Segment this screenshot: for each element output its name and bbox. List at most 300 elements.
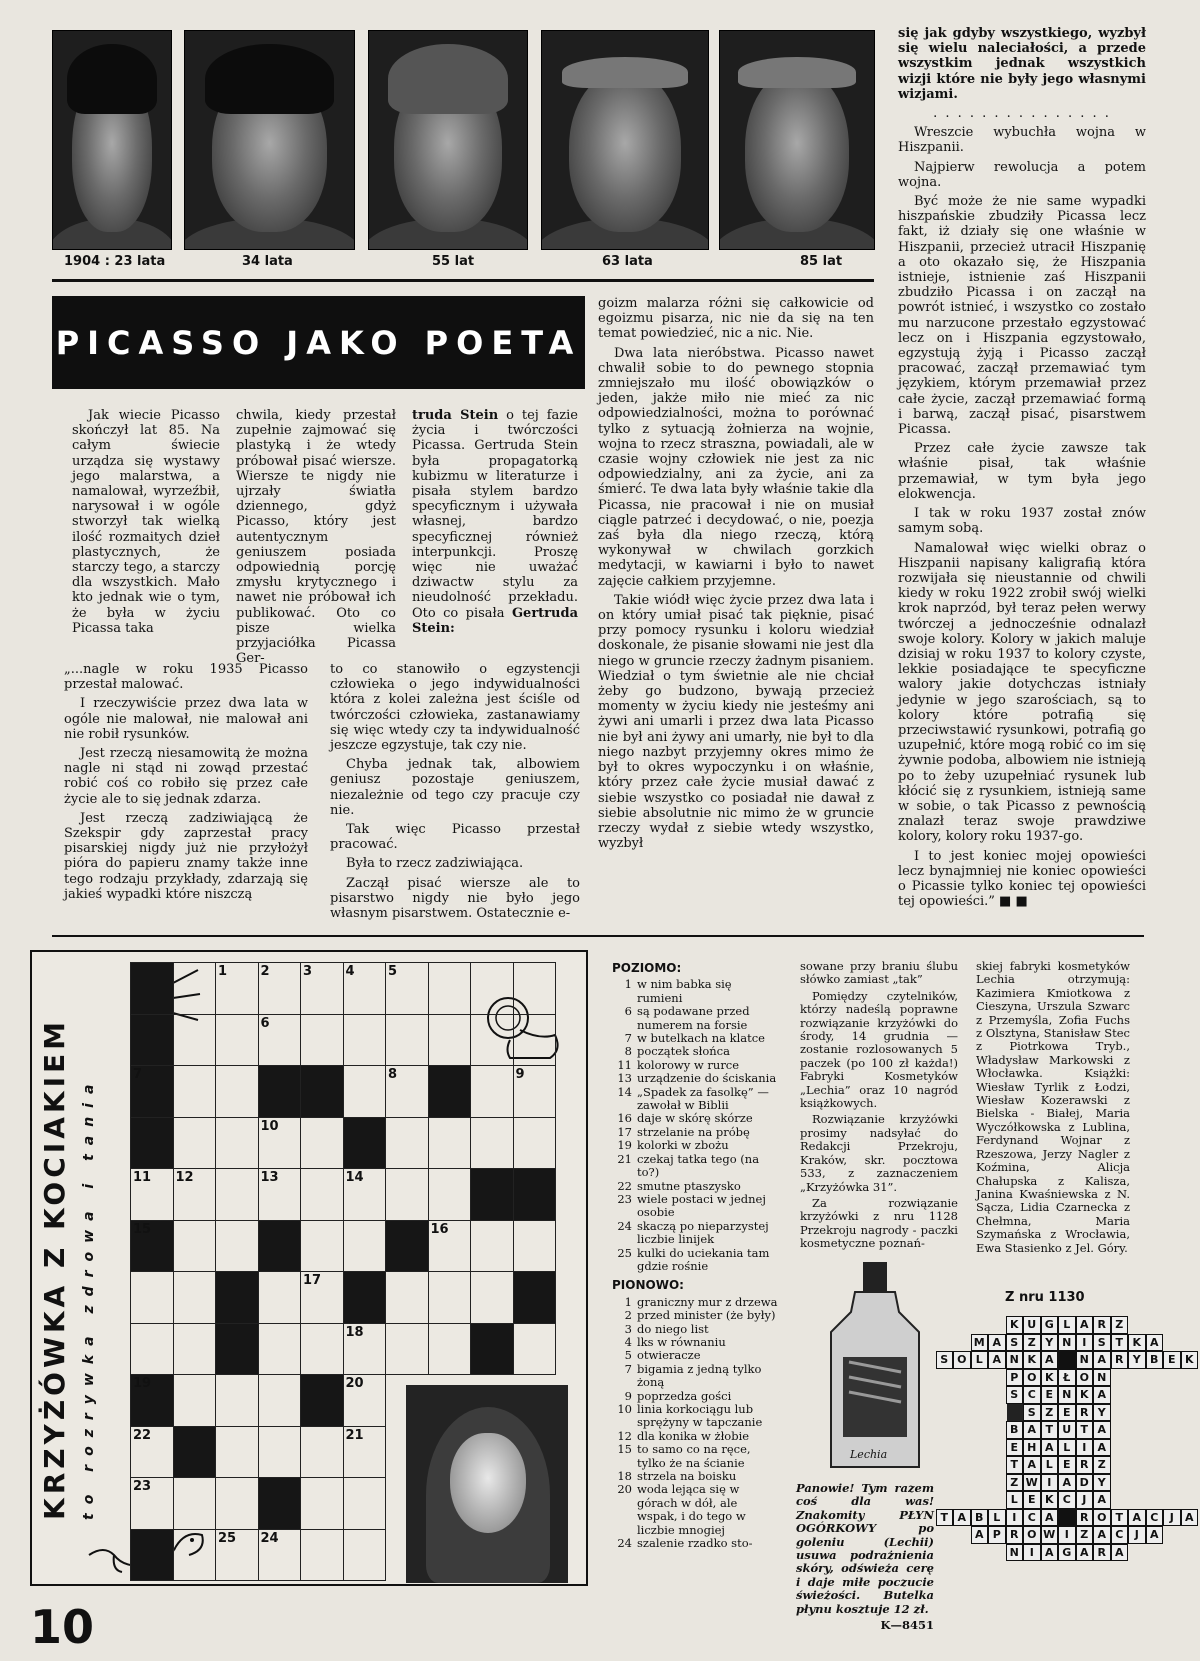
article-low-b-p3: Tak więc Picasso przestał pracować. [330, 822, 580, 853]
solution-letter: N [1006, 1544, 1024, 1562]
grid-cell[interactable] [258, 1271, 302, 1324]
solution-word [1006, 1544, 1129, 1562]
solution-letter: K [1076, 1386, 1094, 1404]
solution-title: Z nru 1130 [1005, 1290, 1085, 1305]
grid-cell[interactable] [173, 1271, 217, 1324]
down-clue-text: otwieracze [637, 1348, 701, 1363]
grid-black-cell [385, 1220, 429, 1273]
grid-number-10: 10 [260, 1118, 279, 1134]
grid-cell[interactable] [258, 1374, 302, 1427]
solution-letter: E [1058, 1404, 1076, 1422]
grid-number-4: 4 [345, 964, 355, 979]
across-clue-text: „Spadek za fasolkę” — zawołał w Biblii [637, 1084, 769, 1113]
grid-cell[interactable] [428, 1271, 472, 1324]
grid-number-22: 22 [133, 1427, 152, 1443]
solution-letter: R [1093, 1544, 1111, 1562]
grid-cell[interactable] [343, 1065, 387, 1118]
article-col-4 [598, 296, 874, 855]
solution-letter: A [1128, 1509, 1146, 1527]
ad-text-block [796, 1482, 934, 1632]
grid-number-11: 11 [133, 1170, 152, 1185]
grid-number-8: 8 [388, 1067, 398, 1082]
grid-cell[interactable] [470, 1271, 514, 1324]
grid-cell[interactable] [428, 1014, 472, 1067]
solution-letter: P [1006, 1369, 1024, 1387]
article-col-3-bold-end: Gertruda Stein: [412, 605, 578, 636]
across-clue-number: 7 [624, 1031, 632, 1046]
solution-letter: A [1146, 1334, 1164, 1352]
solution-word [971, 1334, 1164, 1352]
contest-col-1 [800, 960, 958, 1254]
across-clue-number: 25 [617, 1245, 632, 1260]
article-low-b-p2: Chyba jednak tak, albowiem geniusz pozostaje geniuszem, niezależnie od tego czy pracuje czy nie. [330, 757, 580, 818]
solution-letter: J [1163, 1509, 1181, 1527]
grid-number-13: 13 [260, 1170, 279, 1185]
across-clue [612, 1193, 780, 1220]
across-clue [612, 1153, 780, 1180]
solution-word [1006, 1491, 1111, 1509]
solution-letter: E [1058, 1456, 1076, 1474]
down-clue [612, 1349, 780, 1362]
down-clue-number: 7 [624, 1361, 632, 1376]
down-clue [612, 1537, 780, 1550]
solution-letter: N [1058, 1386, 1076, 1404]
grid-cell[interactable] [300, 1529, 344, 1582]
solution-letter: O [953, 1351, 971, 1369]
solution-word [1006, 1439, 1111, 1457]
article-low-b [330, 662, 580, 925]
solution-letter: R [1093, 1316, 1111, 1334]
grid-cell[interactable] [385, 1271, 429, 1324]
solution-letter: A [1076, 1544, 1094, 1562]
solution-letter: A [1058, 1474, 1076, 1492]
down-clue-number: 5 [624, 1348, 632, 1363]
grid-black-cell [343, 1271, 387, 1324]
clues-across-heading: POZIOMO: [612, 961, 682, 975]
grid-cell[interactable] [300, 1477, 344, 1530]
grid-cell[interactable] [428, 962, 472, 1015]
across-clue-text: kolorowy w rurce [637, 1057, 740, 1072]
solution-letter: B [1006, 1421, 1024, 1439]
solution-word [1006, 1474, 1111, 1492]
photo-caption-3: 55 lat [432, 254, 475, 269]
article-col-3-text: o tej fazie życia i twórczości Picassa. Gertruda Stein była propagatorką kubizmu w literaturze i pisała stylem bardzo specyficznym i używała własnej, bardzo specyficznej również interpunkcji. Proszę więc nie uważać dziwactw stylu za nieudolność przekładu. Oto co pisała [412, 408, 578, 621]
solution-letter: Z [1023, 1334, 1041, 1352]
photo-caption-5: 85 lat [800, 254, 843, 269]
grid-cell[interactable] [215, 1220, 259, 1273]
grid-black-cell [130, 962, 174, 1015]
solution-letter: K [1006, 1316, 1024, 1334]
solution-letter: A [1093, 1386, 1111, 1404]
across-clue-number: 22 [617, 1178, 632, 1193]
solution-letter: C [1058, 1491, 1076, 1509]
across-clue-number: 14 [617, 1084, 632, 1099]
bottle-label: Lechia [850, 1448, 888, 1461]
grid-cell[interactable] [215, 1477, 259, 1530]
solution-letter: Z [1111, 1316, 1129, 1334]
across-clue [612, 1220, 780, 1247]
solution-word [1006, 1456, 1111, 1474]
across-clue [612, 1112, 780, 1125]
solution-letter: Z [1076, 1526, 1094, 1544]
photo-picasso-55 [368, 30, 528, 250]
solution-letter: G [1041, 1316, 1059, 1334]
grid-cell[interactable] [173, 1529, 217, 1582]
grid-number-15: 15 [133, 1221, 152, 1237]
solution-letter: S [1093, 1334, 1111, 1352]
grid-cell[interactable] [215, 1014, 259, 1067]
grid-cell[interactable] [385, 1323, 429, 1376]
clues-down-heading: PIONOWO: [612, 1278, 684, 1293]
grid-cell[interactable] [258, 1426, 302, 1479]
grid-black-cell [513, 1271, 557, 1324]
grid-cell[interactable] [300, 1323, 344, 1376]
grid-black-cell [428, 1065, 472, 1118]
across-clue-number: 8 [624, 1044, 632, 1059]
article-col-5-p7: I to jest koniec mojej opowieści lecz bynajmniej nie koniec opowieści o Picassie tylko koniec tej opowieści tej opowieści.” ■ ■ [898, 848, 1146, 910]
article-low-a-p4: Jest rzeczą zadziwiającą że Szekspir gdy zaprzestał pracy pisarskiej nigdy już nie przyłożył pióra do papieru znamy także inne tego rodzaju przykłady, zdarzają się jakieś wypadki które niszczą [64, 810, 308, 902]
solution-letter: A [1023, 1456, 1041, 1474]
solution-letter: R [1111, 1351, 1129, 1369]
solution-letter: W [1023, 1474, 1041, 1492]
solution-letter: A [988, 1334, 1006, 1352]
grid-number-24: 24 [260, 1530, 279, 1546]
across-clue-number: 13 [617, 1071, 632, 1086]
solution-letter [1058, 1509, 1076, 1527]
grid-black-cell [215, 1323, 259, 1376]
across-clue-number: 21 [617, 1151, 632, 1166]
down-clue [612, 1390, 780, 1403]
grid-cell[interactable] [428, 1323, 472, 1376]
solution-word [1006, 1386, 1111, 1404]
down-clue [612, 1430, 780, 1443]
solution-letter: N [1006, 1351, 1024, 1369]
across-clue-text: wiele postaci w jednej osobie [637, 1191, 766, 1220]
grid-cell[interactable] [173, 1323, 217, 1376]
article-col-5 [898, 26, 1146, 913]
solution-letter [1058, 1351, 1076, 1369]
article-col-5-p2: Najpierw rewolucja a potem wojna. [898, 159, 1146, 190]
solution-word [1006, 1316, 1129, 1334]
across-clue-text: smutne ptaszysko [637, 1178, 741, 1193]
down-clue [612, 1309, 780, 1322]
lotion-bottle-image [815, 1262, 935, 1477]
solution-letter: A [1041, 1439, 1059, 1457]
down-clue-text: to samo co na ręce, tylko że na ścianie [637, 1442, 751, 1470]
clues-column [612, 960, 780, 1550]
down-clue [612, 1403, 780, 1430]
solution-letter: J [1076, 1491, 1094, 1509]
grid-number-23: 23 [133, 1479, 152, 1494]
grid-cell[interactable] [470, 1220, 514, 1273]
article-low-a-p1: „...nagle w roku 1935 Picasso przestał malować. [64, 662, 308, 693]
solution-letter: S [1023, 1404, 1041, 1422]
grid-cell[interactable] [173, 962, 217, 1015]
contest-col-1-p2: Pomiędzy czytelników, którzy nadeślą poprawne rozwiązanie krzyżówki do środy, 14 grudnia — zostanie rozlosowanych 5 paczek (po 100 zł każda!) Fabryki Kosmetyków „Lechia” oraz 10 nagród książkowych. [800, 988, 958, 1111]
grid-black-cell [470, 1168, 514, 1221]
grid-cell[interactable] [385, 1117, 429, 1170]
across-clue-text: w nim babka się rumieni [637, 977, 732, 1005]
grid-cell[interactable] [300, 1117, 344, 1170]
grid-cell[interactable] [215, 1065, 259, 1118]
solution-letter: Z [1093, 1456, 1111, 1474]
grid-cell[interactable] [173, 1374, 217, 1427]
solution-letter: A [1093, 1421, 1111, 1439]
grid-cell[interactable] [470, 1014, 514, 1067]
down-clue [612, 1470, 780, 1483]
grid-number-17: 17 [303, 1273, 322, 1288]
solution-letter: A [1093, 1526, 1111, 1544]
article-col-1 [72, 408, 220, 640]
down-clue [612, 1323, 780, 1336]
grid-black-cell [130, 1529, 174, 1582]
solution-letter: B [971, 1509, 989, 1527]
solution-letter: E [1023, 1491, 1041, 1509]
solution-letter: O [1076, 1369, 1094, 1387]
section-divider [52, 935, 1144, 937]
grid-number-21: 21 [345, 1427, 364, 1443]
solution-letter: O [1023, 1526, 1041, 1544]
solution-letter: Z [1006, 1474, 1024, 1492]
grid-black-cell [215, 1271, 259, 1324]
grid-black-cell [173, 1426, 217, 1479]
down-clue-text: woda lejąca się w górach w dół, ale wspak, i do tego w liczbie mnogiej [637, 1482, 746, 1537]
grid-cell[interactable] [130, 1271, 174, 1324]
grid-black-cell [513, 1168, 557, 1221]
grid-cell[interactable] [428, 1117, 472, 1170]
solution-letter: I [1076, 1334, 1094, 1352]
article-low-b-p1: to co stanowiło o egzystencji człowieka o jego indywidualności która z kolei zależna jest ściśle od twórczości człowieka, zastanawiamy się więc wtedy czy ta indywidualność jeszcze egzystuje, tak czy nie. [330, 662, 580, 754]
crossword-title [38, 1018, 71, 1520]
solution-letter: L [971, 1351, 989, 1369]
grid-cell[interactable] [300, 1168, 344, 1221]
grid-cell[interactable] [385, 1014, 429, 1067]
solution-letter: G [1058, 1544, 1076, 1562]
contest-col-1-p1: sowane przy braniu ślubu słówko zamiast „tak” [800, 959, 958, 987]
down-clue-text: linia korkociągu lub sprężyny w tapczanie [637, 1402, 763, 1430]
down-clue-number: 1 [624, 1294, 632, 1309]
grid-cell[interactable] [343, 1014, 387, 1067]
solution-letter: K [1128, 1334, 1146, 1352]
solution-letter: A [953, 1509, 971, 1527]
grid-cell[interactable] [258, 1323, 302, 1376]
solution-letter: K [1041, 1491, 1059, 1509]
ad-text: Panowie! Tym razem coś dla was! Znakomity PŁYN OGÓRKOWY po goleniu (Lechii) usuwa podrażnienia skóry, odświeża cerę i daje miłe poczucie świeżości. Butelka płynu kosztuje 12 zł. [796, 1481, 934, 1616]
down-clue-text: graniczny mur z drzewa [637, 1294, 778, 1309]
grid-number-20: 20 [345, 1376, 364, 1391]
contest-col-1-p3: Rozwiązanie krzyżówki prosimy nadsyłać do Redakcji Przekroju, Kraków, skr. pocztowa 533, z zaznaczeniem „Krzyżówka 31”. [800, 1112, 958, 1194]
solution-letter: A [1146, 1526, 1164, 1544]
crossword-subtitle-text: to rozrywka zdrowa i tania [81, 1075, 97, 1520]
down-clue-text: lks w równaniu [637, 1334, 726, 1349]
solution-letter: I [1076, 1439, 1094, 1457]
photo-divider [52, 279, 874, 282]
grid-cell[interactable] [300, 1426, 344, 1479]
contest-col-1-p4: Za rozwiązanie krzyżówki z nru 1128 Przekroju nagrody - paczki kosmetyczne poznań- [800, 1195, 958, 1251]
grid-cell[interactable] [173, 1065, 217, 1118]
solution-word [1023, 1404, 1111, 1422]
crossword-kitten-photo [406, 1385, 568, 1583]
grid-cell[interactable] [173, 1477, 217, 1530]
grid-number-14: 14 [345, 1170, 364, 1185]
solution-letter: U [1058, 1421, 1076, 1439]
grid-cell[interactable] [343, 1529, 387, 1582]
solution-letter: A [1093, 1439, 1111, 1457]
article-low-a-p3: Jest rzeczą niesamowitą że można nagle ni stąd ni zowąd przestać robić coś co robiło się przez całe życie ale to się jednak zdarza. [64, 746, 308, 807]
solution-letter: A [1093, 1351, 1111, 1369]
across-clue-text: daje w skórę skórze [637, 1111, 753, 1126]
solution-letter: R [1006, 1526, 1024, 1544]
grid-number-7: 7 [133, 1067, 143, 1082]
across-clue-number: 11 [617, 1057, 632, 1072]
grid-black-cell [470, 1323, 514, 1376]
across-clue [612, 1072, 780, 1085]
solution-letter: R [1076, 1404, 1094, 1422]
grid-number-25: 25 [218, 1530, 237, 1546]
across-clue-text: początek słońca [637, 1044, 730, 1059]
solution-letter: Z [1041, 1404, 1059, 1422]
grid-cell[interactable] [215, 1374, 259, 1427]
grid-black-cell [343, 1117, 387, 1170]
article-col-5-top: się jak gdyby wszystkiego, wyzbył się wielu naleciałości, a przede wszystkim jednak wszystkich wizji które nie były jego własnymi wizjami. [898, 26, 1146, 102]
down-clue-text: bigamia z jedną tylko żoną [637, 1361, 762, 1390]
photo-caption-2: 34 lata [242, 254, 293, 269]
solution-letter: A [971, 1526, 989, 1544]
across-clue-text: kulki do uciekania tam gdzie rośnie [637, 1245, 770, 1273]
photo-picasso-63 [541, 30, 709, 250]
grid-cell[interactable] [173, 1014, 217, 1067]
across-clue-number: 16 [617, 1111, 632, 1126]
article-col-4-p1: goizm malarza różni się całkowicie od egoizmu pisarza, nic nie da się na ten temat powiedzieć, nic a nic. Nie. [598, 296, 874, 342]
grid-cell[interactable] [513, 1014, 557, 1067]
solution-letter: L [1041, 1456, 1059, 1474]
solution-letter: A [1041, 1509, 1059, 1527]
photo-picasso-85 [719, 30, 875, 250]
solution-letter: Y [1093, 1474, 1111, 1492]
solution-letter: R [1076, 1509, 1094, 1527]
grid-cell[interactable] [470, 962, 514, 1015]
across-clue-number: 19 [617, 1138, 632, 1153]
solution-letter: T [1111, 1509, 1129, 1527]
solution-word [1006, 1369, 1111, 1387]
grid-cell[interactable] [513, 1323, 557, 1376]
across-clue [612, 1247, 780, 1274]
down-clue [612, 1443, 780, 1470]
solution-letter: Y [1041, 1334, 1059, 1352]
grid-black-cell [130, 1014, 174, 1067]
solution-letter: O [1023, 1369, 1041, 1387]
grid-number-6: 6 [260, 1015, 270, 1031]
grid-cell[interactable] [215, 1168, 259, 1221]
grid-cell[interactable] [300, 1220, 344, 1273]
article-low-b-p4: Była to rzecz zadziwiająca. [346, 856, 524, 872]
grid-cell[interactable] [343, 1220, 387, 1273]
solution-letter: A [988, 1351, 1006, 1369]
article-low-a-p2: I rzeczywiście przez dwa lata w ogóle nie malował, nie malował ani nie robił rysunków. [64, 696, 308, 742]
across-clue [612, 1139, 780, 1152]
grid-number-9: 9 [515, 1067, 525, 1082]
grid-cell[interactable] [215, 1426, 259, 1479]
solution-letter: K [1041, 1369, 1059, 1387]
down-clue-number: 3 [624, 1321, 632, 1336]
grid-cell[interactable] [300, 1014, 344, 1067]
article-col-5-dots: . . . . . . . . . . . . . . . [933, 106, 1111, 122]
grid-cell[interactable] [385, 1168, 429, 1221]
solution-letter: C [1111, 1526, 1129, 1544]
solution-letter: D [1076, 1474, 1094, 1492]
down-clue-number: 24 [617, 1536, 632, 1551]
grid-cell[interactable] [513, 962, 557, 1015]
solution-letter: N [1093, 1369, 1111, 1387]
article-col-5-p3: Być może że nie same wypadki hiszpańskie zbudziły Picassa lecz fakt, iż działy się one właśnie w Hiszpanii, przecież utracił Hiszpanię a oto okazało się, że Hiszpania istnieje, istnienie zaś Hiszpanii zbudziło Picassa i on zaczął na powrót istnieć, i wszystko co zostało mu narzucone przestało egzystować lecz on i Hiszpania egzystowało, egzystują żyją i Picasso zaczął pracować, zaczął przemawiać tym językiem, którym przemawiał przez całe życie, zaczął przemawiać formą i barwą, zaczął pisać, pisarstwem Picassa. [898, 194, 1146, 438]
grid-cell[interactable] [173, 1220, 217, 1273]
down-clue-text: dla konika w żłobie [637, 1428, 750, 1443]
photo-picasso-1904 [52, 30, 172, 250]
down-clue-text: strzela na boisku [637, 1469, 737, 1484]
solution-letter: C [1146, 1509, 1164, 1527]
solution-letter: A [1076, 1316, 1094, 1334]
grid-cell[interactable] [173, 1117, 217, 1170]
solution-letter: R [1076, 1456, 1094, 1474]
down-clue-number: 2 [624, 1308, 632, 1323]
article-low-a [64, 662, 308, 906]
article-col-5-p1: Wreszcie wybuchła wojna w Hiszpanii. [898, 125, 1146, 156]
solution-letter: C [1023, 1386, 1041, 1404]
solution-letter: L [1058, 1439, 1076, 1457]
across-clue [612, 1059, 780, 1072]
solution-letter: H [1023, 1439, 1041, 1457]
grid-cell[interactable] [343, 1477, 387, 1530]
across-clue [612, 978, 780, 1005]
grid-cell[interactable] [513, 1117, 557, 1170]
across-clue [612, 1045, 780, 1058]
grid-number-12: 12 [175, 1170, 194, 1185]
across-clue [612, 1032, 780, 1045]
grid-number-2: 2 [260, 964, 270, 979]
grid-cell[interactable] [513, 1220, 557, 1273]
article-col-3-bold: truda Stein [412, 408, 499, 423]
grid-cell[interactable] [470, 1117, 514, 1170]
down-clue [612, 1483, 780, 1537]
grid-cell[interactable] [428, 1168, 472, 1221]
across-clue-text: w butelkach na klatce [637, 1031, 765, 1046]
article-col-4-p2: Dwa lata nieróbstwa. Picasso nawet chwalił sobie to do pewnego stopnia zmniejszało mu ilość obowiązków o jeden, jakże miło nie mieć za nic odpowiedzialności, można to porównać tylko z sytuacją żołnierza na wojnie, wojna to rzecz straszna, powiadali, ale w czasie wojny człowiek nie jest za nic odpowiedzialny, ani za życie, ani za śmierć. Te dwa lata były właśnie takie dla Picassa, nie pracował i nie on musiał ciągle patrzeć i decydować, o nie, poezja zaś była dla niego rzeczą, którą wykonywał w chwilach gorzkich medytacji, w kawiarni i było to nawet zajęcie całkiem przyjemne. [598, 345, 874, 589]
grid-number-5: 5 [388, 964, 398, 979]
down-clue-number: 18 [617, 1469, 632, 1484]
solution-letter: E [1163, 1351, 1181, 1369]
article-title: PICASSO JAKO POETA [52, 296, 585, 389]
grid-cell[interactable] [215, 1117, 259, 1170]
solution-letter: E [1006, 1439, 1024, 1457]
across-clue [612, 1180, 780, 1193]
across-clue-number: 17 [617, 1124, 632, 1139]
solution-word [971, 1526, 1164, 1544]
grid-cell[interactable] [130, 1323, 174, 1376]
grid-cell[interactable] [470, 1065, 514, 1118]
grid-number-16: 16 [430, 1221, 449, 1237]
solution-letter: O [1093, 1509, 1111, 1527]
solution-letter: N [1076, 1351, 1094, 1369]
contest-col-2 [976, 960, 1130, 1258]
across-clue [612, 1086, 780, 1113]
grid-number-1: 1 [218, 964, 228, 979]
across-clue-text: urządzenie do ściskania [637, 1071, 777, 1086]
solution-letter: A [1023, 1421, 1041, 1439]
photo-caption-4: 63 lata [602, 254, 653, 269]
solution-letter: Y [1093, 1404, 1111, 1422]
grid-black-cell [300, 1065, 344, 1118]
solution-letter: Ł [1058, 1369, 1076, 1387]
